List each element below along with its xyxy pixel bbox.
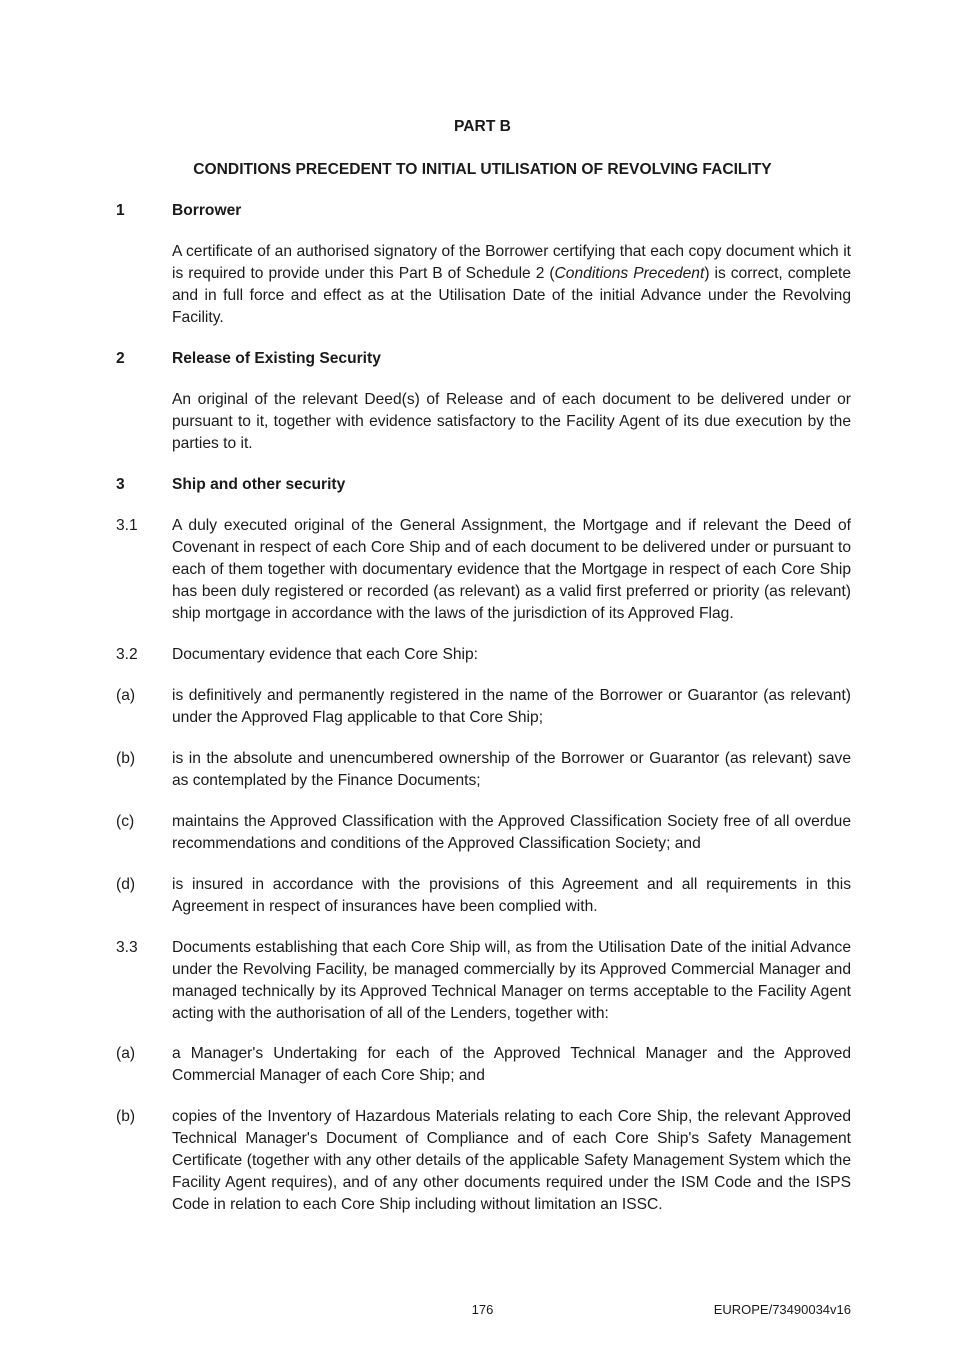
part-heading: PART B bbox=[454, 118, 511, 135]
section-title: Ship and other security bbox=[172, 476, 346, 493]
item-label: (d) bbox=[116, 876, 136, 893]
section-number: 2 bbox=[116, 350, 125, 367]
item-label: (a) bbox=[116, 687, 136, 704]
page-number: 176 bbox=[471, 1302, 494, 1317]
item-text: copies of the Inventory of Hazardous Materials relating to each Core Ship, the relevant Approved Technical Manager's Document of Compliance and of each Core Ship's Safety Management Certificate (together with any other details of the applicable Safety Management System which the Facility Agent requires), and of any other documents required under the ISM Code and the ISPS Code in relation to each Core Ship including without limitation an ISSC. bbox=[172, 1108, 851, 1213]
item-text: maintains the Approved Classification with the Approved Classification Society free of all overdue recommendations and conditions of the Approved Classification Society; and bbox=[172, 813, 851, 852]
section-title: Release of Existing Security bbox=[172, 350, 381, 367]
clause-number: 3.2 bbox=[116, 646, 138, 663]
clause-text: Documentary evidence that each Core Ship: bbox=[172, 646, 478, 663]
text-segment: ) is correct, complete and in full force and effect as at the Utilisation Date of the initial Advance under the Revolving Facility. bbox=[172, 265, 851, 326]
item-text: is insured in accordance with the provisions of this Agreement and all requirements in this Agreement in respect of insurances have been complied with. bbox=[172, 876, 851, 915]
paragraph-text: An original of the relevant Deed(s) of Release and of each document to be delivered under or pursuant to it, together with evidence satisfactory to the Facility Agent of its due execution by the parties to it. bbox=[172, 391, 851, 452]
clause-text: A duly executed original of the General Assignment, the Mortgage and if relevant the Deed of Covenant in respect of each Core Ship and of each document to be delivered under or pursuant to each of them together with documentary evidence that the Mortgage in respect of each Core Ship has been duly registered or recorded (as relevant) as a valid first preferred or priority (as relevant) ship mortgage in accordance with the laws of the jurisdiction of its Approved Flag. bbox=[172, 517, 851, 622]
item-label: (a) bbox=[116, 1045, 136, 1062]
clause-number: 3.3 bbox=[116, 939, 138, 956]
item-label: (c) bbox=[116, 813, 135, 830]
section-number: 3 bbox=[116, 476, 125, 493]
clause-text: Documents establishing that each Core Ship will, as from the Utilisation Date of the initial Advance under the Revolving Facility, be managed commercially by its Approved Commercial Manager and managed technically by its Approved Technical Manager on terms acceptable to the Facility Agent acting with the authorisation of all of the Lenders, together with: bbox=[172, 939, 851, 1022]
paragraph-text bbox=[172, 241, 851, 329]
text-segment: A certificate of an authorised signatory of the Borrower certifying that each copy document which it is required to provide under this Part B of Schedule 2 ( bbox=[172, 243, 851, 282]
italic-reference: Conditions Precedent bbox=[554, 265, 705, 282]
item-text: a Manager's Undertaking for each of the Approved Technical Manager and the Approved Commercial Manager of each Core Ship; and bbox=[172, 1045, 851, 1084]
item-text: is definitively and permanently registered in the name of the Borrower or Guarantor (as relevant) under the Approved Flag applicable to that Core Ship; bbox=[172, 687, 851, 726]
item-label: (b) bbox=[116, 750, 136, 767]
item-label: (b) bbox=[116, 1108, 136, 1125]
part-title: CONDITIONS PRECEDENT TO INITIAL UTILISATION OF REVOLVING FACILITY bbox=[193, 161, 772, 178]
item-text: is in the absolute and unencumbered ownership of the Borrower or Guarantor (as relevant) save as contemplated by the Finance Documents; bbox=[172, 750, 851, 789]
clause-number: 3.1 bbox=[116, 517, 138, 534]
document-reference: EUROPE/73490034v16 bbox=[713, 1302, 851, 1317]
section-title: Borrower bbox=[172, 202, 242, 219]
section-number: 1 bbox=[116, 202, 125, 219]
